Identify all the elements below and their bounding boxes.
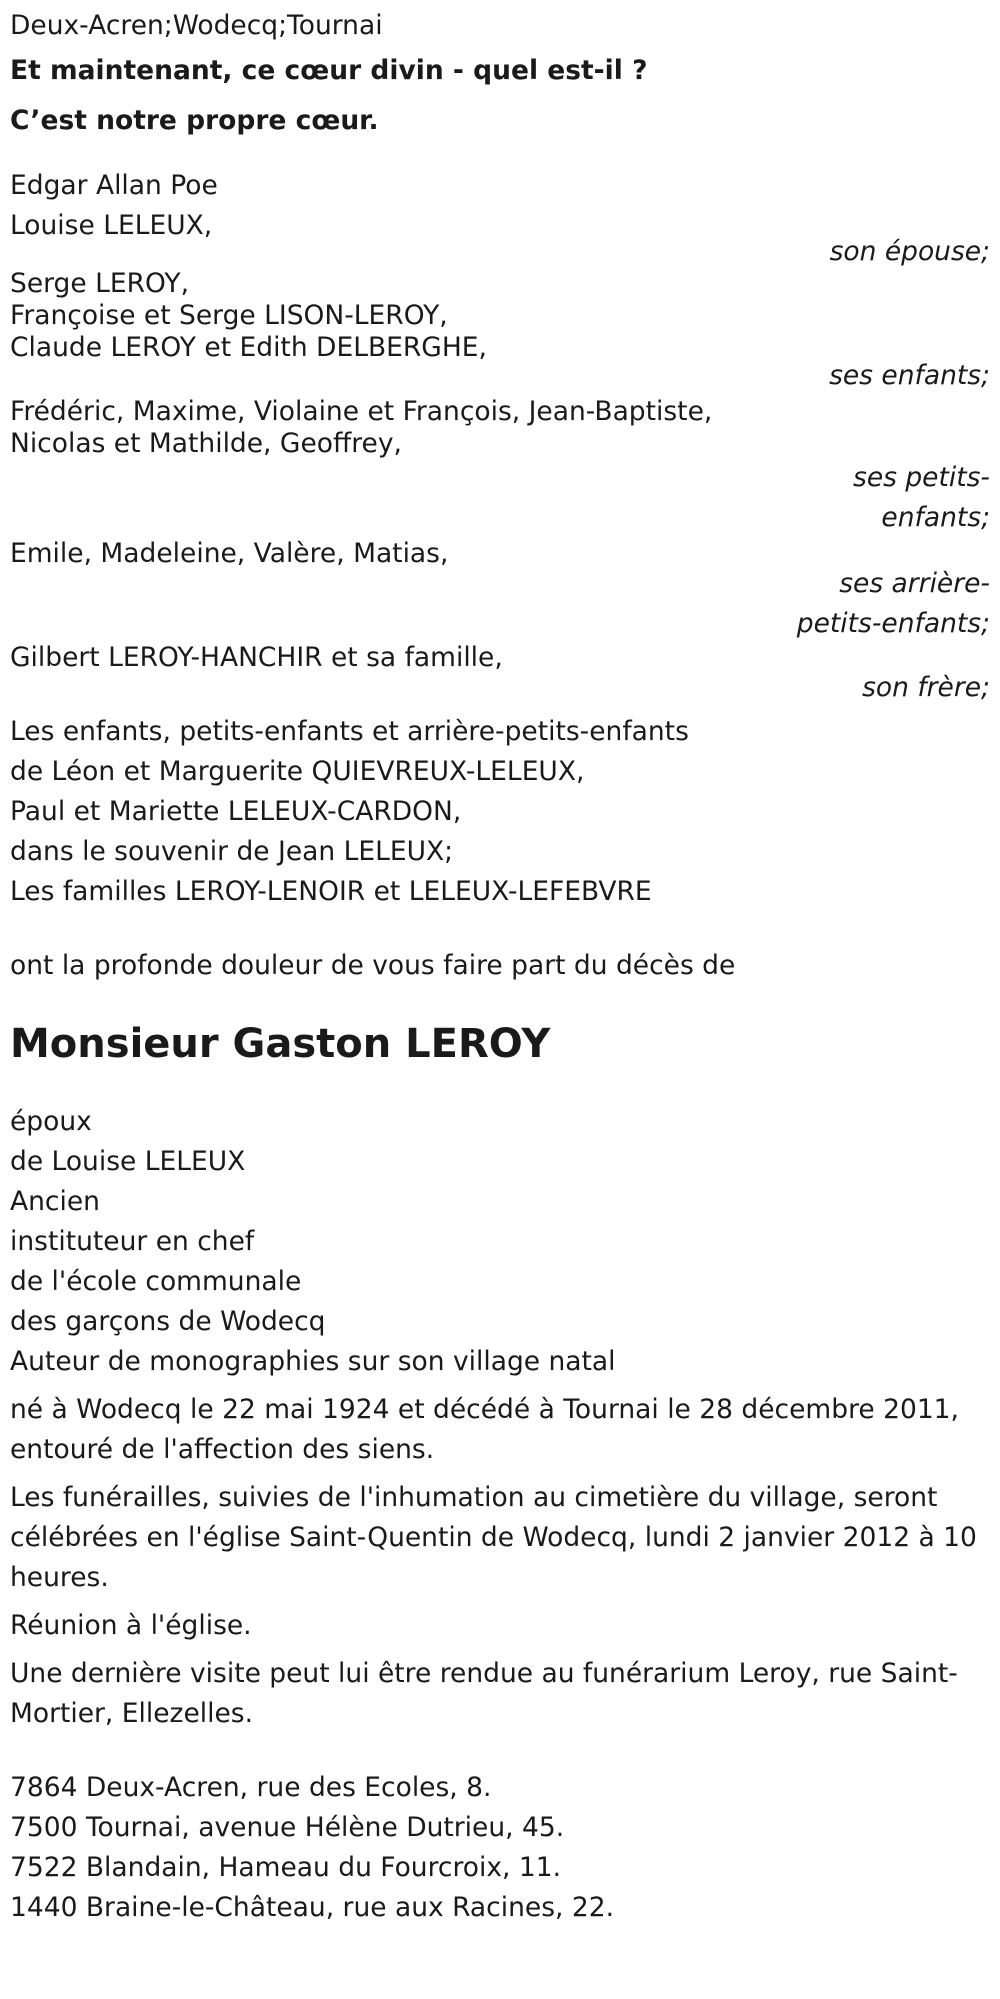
title-line: Auteur de monographies sur son village natal bbox=[10, 1346, 616, 1377]
family-name-line: Louise LELEUX, bbox=[10, 210, 213, 241]
family-name-line: Françoise et Serge LISON-LEROY, bbox=[10, 300, 448, 331]
address-line: 1440 Braine-le-Château, rue aux Racines, 22. bbox=[10, 1892, 615, 1923]
family-role bbox=[0, 564, 990, 644]
family-role-text: son frère; bbox=[862, 672, 990, 703]
family-name-line: Claude LEROY et Edith DELBERGHE, bbox=[10, 332, 487, 363]
other-family-line: dans le souvenir de Jean LELEUX; bbox=[10, 836, 454, 867]
family-role-text: ses enfants; bbox=[829, 360, 990, 391]
locations-line: Deux-Acren;Wodecq;Tournai bbox=[10, 10, 383, 41]
family-role bbox=[0, 668, 990, 708]
family-name-line: Serge LEROY, bbox=[10, 268, 190, 299]
family-group-grandchildren bbox=[10, 396, 1000, 538]
announcement-text: ont la profonde douleur de vous faire part du décès de bbox=[10, 950, 736, 981]
addresses-block bbox=[10, 1768, 1000, 1928]
family-name-line: Nicolas et Mathilde, Geoffrey, bbox=[10, 428, 402, 459]
address-line: 7500 Tournai, avenue Hélène Dutrieu, 45. bbox=[10, 1812, 565, 1843]
family-name-line: Emile, Madeleine, Valère, Matias, bbox=[10, 538, 449, 569]
birth-death-text: né à Wodecq le 22 mai 1924 et décédé à Tournai le 28 décembre 2011, entouré de l'affection des siens. bbox=[10, 1394, 959, 1465]
visit-text: Une dernière visite peut lui être rendue au funérarium Leroy, rue Saint-Mortier, Ellezelles. bbox=[10, 1658, 958, 1729]
family-name-line: Gilbert LEROY-HANCHIR et sa famille, bbox=[10, 642, 503, 673]
other-family-line: Paul et Mariette LELEUX-CARDON, bbox=[10, 796, 462, 827]
title-line: de l'école communale bbox=[10, 1266, 302, 1297]
title-line: instituteur en chef bbox=[10, 1226, 255, 1257]
family-group-children bbox=[10, 268, 1000, 396]
family-group-brother bbox=[10, 642, 1000, 708]
family-role-text: son épouse; bbox=[829, 236, 990, 267]
family-role bbox=[0, 458, 990, 538]
title-line: de Louise LELEUX bbox=[10, 1146, 246, 1177]
title-line: Ancien bbox=[10, 1186, 100, 1217]
titles-block bbox=[10, 1102, 1000, 1382]
address-line: 7522 Blandain, Hameau du Fourcroix, 11. bbox=[10, 1852, 562, 1883]
family-group-great-grandchildren bbox=[10, 538, 1000, 644]
family-role-text: ses petits-enfants; bbox=[853, 462, 990, 533]
family-role-text: ses arrière-petits-enfants; bbox=[796, 568, 990, 639]
other-family-line: Les familles LEROY-LENOIR et LELEUX-LEFEBVRE bbox=[10, 876, 652, 907]
other-family-line: Les enfants, petits-enfants et arrière-petits-enfants bbox=[10, 716, 689, 747]
quote-line-1: Et maintenant, ce cœur divin - quel est-il ? bbox=[10, 55, 648, 86]
family-name-line: Frédéric, Maxime, Violaine et François, Jean-Baptiste, bbox=[10, 396, 713, 427]
quote-author: Edgar Allan Poe bbox=[10, 170, 218, 201]
family-group-spouse bbox=[10, 206, 1000, 272]
address-line: 7864 Deux-Acren, rue des Ecoles, 8. bbox=[10, 1772, 492, 1803]
deceased-name: Monsieur Gaston LEROY bbox=[10, 1021, 551, 1067]
other-family-block bbox=[10, 712, 1000, 912]
meeting-text: Réunion à l'église. bbox=[10, 1610, 252, 1641]
quote-line-2: C’est notre propre cœur. bbox=[10, 105, 379, 136]
title-line: époux bbox=[10, 1106, 92, 1137]
other-family-line: de Léon et Marguerite QUIEVREUX-LELEUX, bbox=[10, 756, 585, 787]
title-line: des garçons de Wodecq bbox=[10, 1306, 326, 1337]
funeral-text: Les funérailles, suivies de l'inhumation au cimetière du village, seront célébrées en l'église Saint-Quentin de Wodecq, lundi 2 janvier 2012 à 10 heures. bbox=[10, 1482, 977, 1593]
